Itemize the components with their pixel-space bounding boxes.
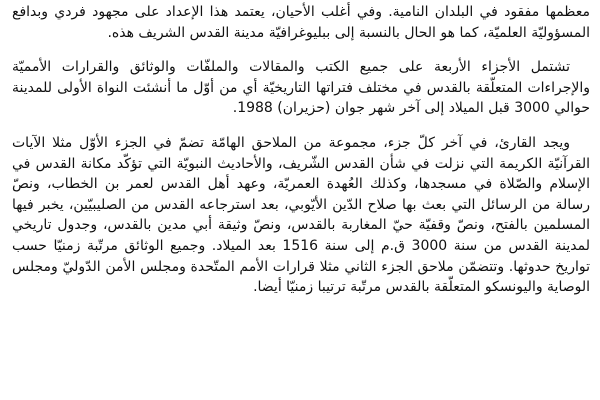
- paragraph-intro-continuation: معظمها مفقود في البلدان النامية. وفي أغلب الأحيان، يعتمد هذا الإعداد على مجهود فردي وبدافع المسؤوليّة العلميّة، كما هو الحال بالنسبة إلى ببليوغرافيّة مدينة القدس الشريف هذه.: [12, 4, 590, 41]
- paragraph-appendices: ويجد القارئ، في آخر كلّ جزء، مجموعة من الملاحق الهامّة تضمّ في الجزء الأوّل مثلا الآيات القرآنيّة الكريمة التي نزلت في شأن القدس الشّريف، والأحاديث النبويّة التي تؤكّد مكانة القدس في الإسلام والصّلاة في مسجدها، وكذلك العُهدة العمريّة، وعهد أهل القدس لعمر بن الخطاب، ونصّ رسالة من الرسائل التي بعث بها صلاح الدّين الأيّوبي، بعد استرجاعه القدس من الصليبيّين، يخبر فيها المسلمين بالفتح، ونصّ وقفيّة حيّ المغاربة بالقدس، ونصّ وثيقة أبي مدين بالقدس، وجدول تاريخي لمدينة القدس من سنة 3000 ق.م إلى سنة 1516 بعد الميلاد. وجميع الوثائق مرتّبة زمنيّا حسب تواريخ حدوثها. وتتضمّن ملاحق الجزء الثاني مثلا قرارات الأمم المتّحدة ومجلس الأمن الدّوليّ ومجلس الوصاية واليونسكو المتعلّقة بالقدس مرتّبة ترتيبا زمنيّا أيضا.: [12, 134, 591, 296]
- paragraph-contents-scope: تشتمل الأجزاء الأربعة على جميع الكتب والمقالات والملفّات والوثائق والقرارات الأمميّة والإجراءات المتعلّقة بالقدس في مختلف فتراتها التاريخيّة أي من أوّل ما أنشئت النواة الأولى للمدينة حوالي 3000 قبل الميلاد إلى آخر شهر جوان (حزيران) 1988.: [12, 59, 590, 117]
